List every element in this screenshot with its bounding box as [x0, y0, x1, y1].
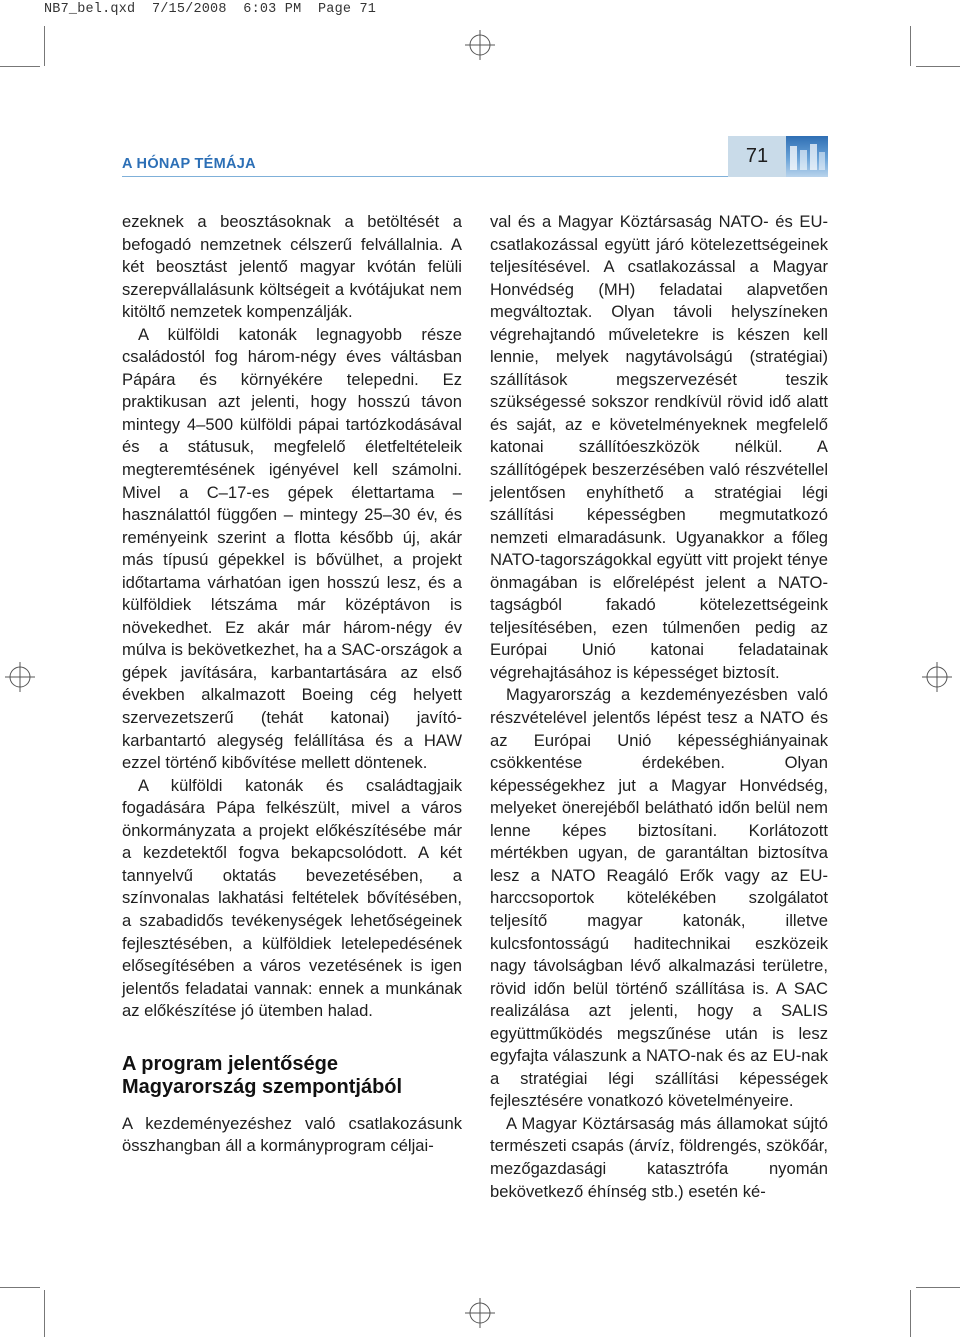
- registration-mark-left-icon: [5, 662, 35, 692]
- print-slug-line: [44, 2, 376, 17]
- crop-mark-top-right-h: [916, 66, 960, 67]
- slug-file: NB7_bel.qxd: [44, 2, 136, 17]
- crop-mark-top-right-v: [910, 26, 911, 66]
- crop-mark-bottom-left-v: [44, 1290, 45, 1337]
- header-rule: [122, 176, 728, 177]
- slug-time: 6:03 PM: [243, 2, 302, 17]
- section-label: A HÓNAP TÉMÁJA: [122, 156, 256, 172]
- registration-mark-top-icon: [465, 30, 495, 60]
- registration-mark-right-icon: [922, 662, 952, 692]
- crop-mark-bottom-right-h: [916, 1287, 960, 1288]
- crop-mark-bottom-right-v: [910, 1290, 911, 1337]
- left-paragraph-1: ezeknek a beosztásoknak a betöltését a befogadó nemzetnek célszerű felvállalnia. A két beosztást jelentő magyar kvótán felüli szerepvállalásunk költségeit a kvótájukat nem kitöltő nemzetek kompenzálják.: [122, 212, 462, 322]
- page-number-tab: [728, 136, 786, 177]
- left-paragraph-4: A kezdeményezéshez való csatlakozásunk összhangban áll a kormányprogram céljai-: [122, 1113, 462, 1156]
- page-number: 71: [745, 145, 769, 167]
- right-paragraph-1: val és a Magyar Köztársaság NATO- és EU-csatlakozással együtt járó kötelezettségeinek teljesítésével. A csatlakozással a Magyar Honvédség (MH) feladatai alapvetően megváltoztak. Olyan távoli helyszíneken végrehajtandó műveletekre is készen kell lennie, melyek nagytávolságú (stratégiai) szállítások megszervezését teszik szükségessé sokszor rendkívül rövid idő alatt és saját, az e követelményeknek megfelelő katonai szállítóeszközök nélkül. A szállítógépek beszerzésében való részvétellel jelentősen enyhíthető a stratégiai légi szállítási képességben megmutatkozó nemzeti elmaradásunk. Ugyanakkor a főleg NATO-tagországokkal együtt vitt projekt ténye önmagában is előrelépést jelent a NATO-tagságból fakadó kötelezettségeink teljesítésében, ezen túlmenően pedig az Európai Unió katonai feladatainak végrehajtásához is képességet biztosít.: [490, 212, 828, 682]
- right-paragraph-2: Magyarország a kezdeményezésben való részvételével jelentős lépést tesz a NATO és az Európai Unió képességhiányainak csökkentése érdekében. Olyan képességekhez jut a Magyar Honvédség, melyeket önerejéből belátható időn belül nem lenne képes biztosítani. Korlátozott mértékben ugyan, de garantáltan biztosítva lesz a NATO Reagáló Erők vagy az EU-harccsoportok kötelékében szolgálatot teljesítő magyar katonák, illetve kulcsfontosságú haditechnikai eszközeik nagy távolságban lévő alkalmazási területre, rövid időn belül történő szállítása is. A SAC realizálása azt jelenti, hogy a SALIS együttműködés megszűnése után is lesz egyfajta válaszunk a NATO-nak és az EU-nak a stratégiai légi szállítási képességek fejlesztésére vonatkozó követelményeire.: [490, 685, 828, 1111]
- right-column: [490, 211, 828, 1203]
- left-paragraph-3: A külföldi katonák és családtagjaik fogadására Pápa felkészült, mivel a város önkormányzata a projekt előkészítésébe már a kezdetektől fogva bekapcsolódott. A két tannyelvű oktatás bevezetésében, a színvonalas lakhatási feltételek bővítésében, a szabadidős tevékenységek lehetőségeinek fejlesztésében, a külföldiek letelepedésének elősegítésében a város vezetésének is igen jelentős feladatai vannak: ennek a munkának az előkészítése jó ütemben halad.: [122, 775, 462, 1021]
- subheading: A program jelentősége Magyarország szempontjából: [122, 1052, 403, 1098]
- slug-date: 7/15/2008: [151, 2, 227, 17]
- right-paragraph-3: A Magyar Köztársaság más államokat sújtó természeti csapás (árvíz, földrengés, szökőár, mezőgazdasági katasztrófa nyomán bekövetkező éhínség stb.) esetén ké-: [490, 1113, 828, 1201]
- crop-mark-top-left-h: [0, 66, 40, 67]
- registration-mark-bottom-icon: [465, 1298, 495, 1328]
- left-paragraph-2: A külföldi katonák legnagyobb része családostól fog három-négy éves váltásban Pápára és környékére telepedni. Ez praktikusan azt jelenti, hogy hosszú távon mintegy 4–500 külföldi pápai tartózkodásával és a státusuk, megfelelő életfeltételeik megteremtésének igényével kell számolni. Mivel a C–17-es gépek élettartama – használattól függően – mintegy 25–30 év, és reményeink szerint a flotta később új, akár más típusú gépekkel is bővülhet, a projekt időtartama várhatóan igen hosszú lesz, és a külföldiek létszáma már középtávon is növekedhet. Ez akár már három-négy év múlva is bekövetkezhet, ha a SAC-országok a gépek javítására, karbantartására az első években alkalmazott Boeing cég helyett szervezetszerű (tehát katonai) javító-karbantartó alegység felállítása és a HAW ezzel történő kibővítése mellett döntenek.: [122, 324, 462, 773]
- crop-mark-bottom-left-h: [0, 1287, 40, 1288]
- crop-mark-top-left-v: [44, 26, 45, 66]
- magazine-logo-icon: [786, 136, 828, 177]
- slug-page: Page 71: [317, 2, 377, 17]
- left-column: [122, 211, 462, 1158]
